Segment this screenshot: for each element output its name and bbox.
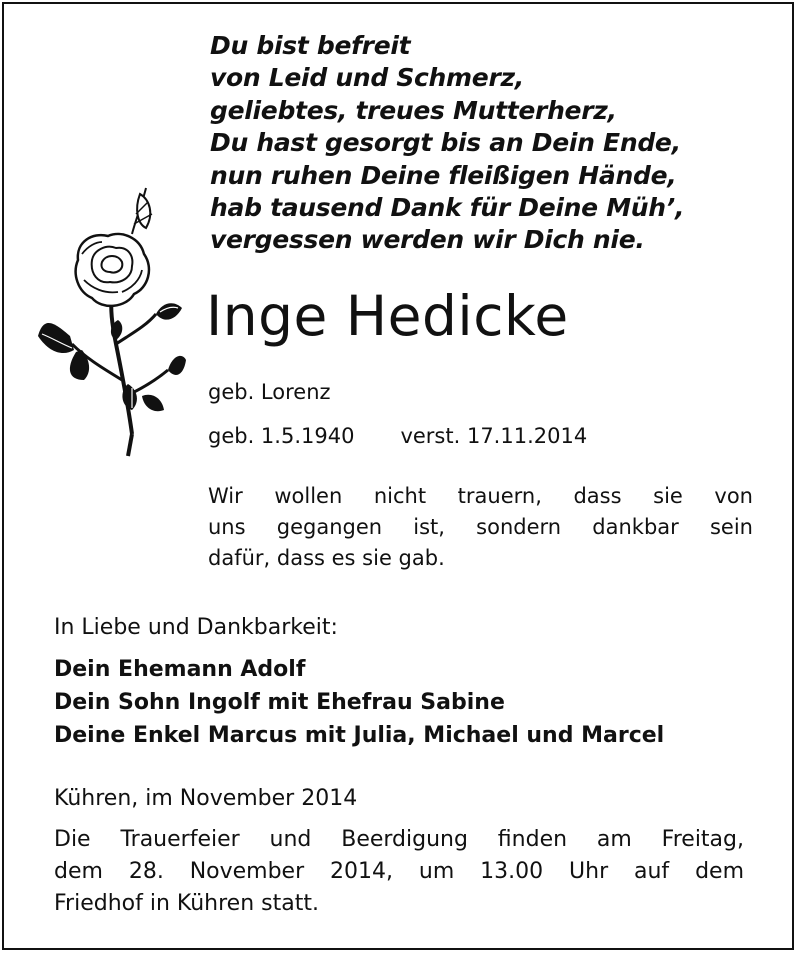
poem-line: hab tausend Dank für Deine Müh’, xyxy=(210,193,685,223)
ceremony-info xyxy=(54,824,744,920)
life-dates xyxy=(208,422,587,450)
rose-icon xyxy=(36,184,186,460)
quote-line: uns gegangen ist, sondern dankbar sein xyxy=(208,515,753,539)
mourner-line: Deine Enkel Marcus mit Julia, Michael und Marcel xyxy=(54,723,665,748)
poem-line: Du bist befreit xyxy=(210,31,411,60)
quote-line: Wir wollen nicht trauern, dass sie von xyxy=(208,484,753,508)
death-date: verst. 17.11.2014 xyxy=(400,424,588,448)
quote-line: dafür, dass es sie gab. xyxy=(208,546,445,570)
place-date: Kühren, im November 2014 xyxy=(54,786,358,811)
mourners-intro: In Liebe und Dankbarkeit: xyxy=(54,615,338,640)
poem-line: Du hast gesorgt bis an Dein Ende, xyxy=(210,128,681,158)
poem-line: von Leid und Schmerz, xyxy=(210,63,524,93)
poem-line: vergessen werden wir Dich nie. xyxy=(210,225,645,255)
ceremony-line: Die Trauerfeier und Beerdigung finden am Freitag, xyxy=(54,827,744,852)
mourner-line: Dein Sohn Ingolf mit Ehefrau Sabine xyxy=(54,690,505,715)
ceremony-line: Friedhof in Kühren statt. xyxy=(54,891,319,916)
poem-line: nun ruhen Deine fleißigen Hände, xyxy=(210,160,677,190)
memorial-quote xyxy=(208,481,753,574)
maiden-name: geb. Lorenz xyxy=(208,380,331,404)
deceased-name: Inge Hedicke xyxy=(206,284,569,348)
birth-date: geb. 1.5.1940 xyxy=(208,424,355,448)
mourner-line: Dein Ehemann Adolf xyxy=(54,657,306,682)
poem-line: geliebtes, treues Mutterherz, xyxy=(210,95,617,125)
mourners-list xyxy=(54,653,664,752)
poem xyxy=(210,30,684,257)
ceremony-line: dem 28. November 2014, um 13.00 Uhr auf dem xyxy=(54,859,744,884)
